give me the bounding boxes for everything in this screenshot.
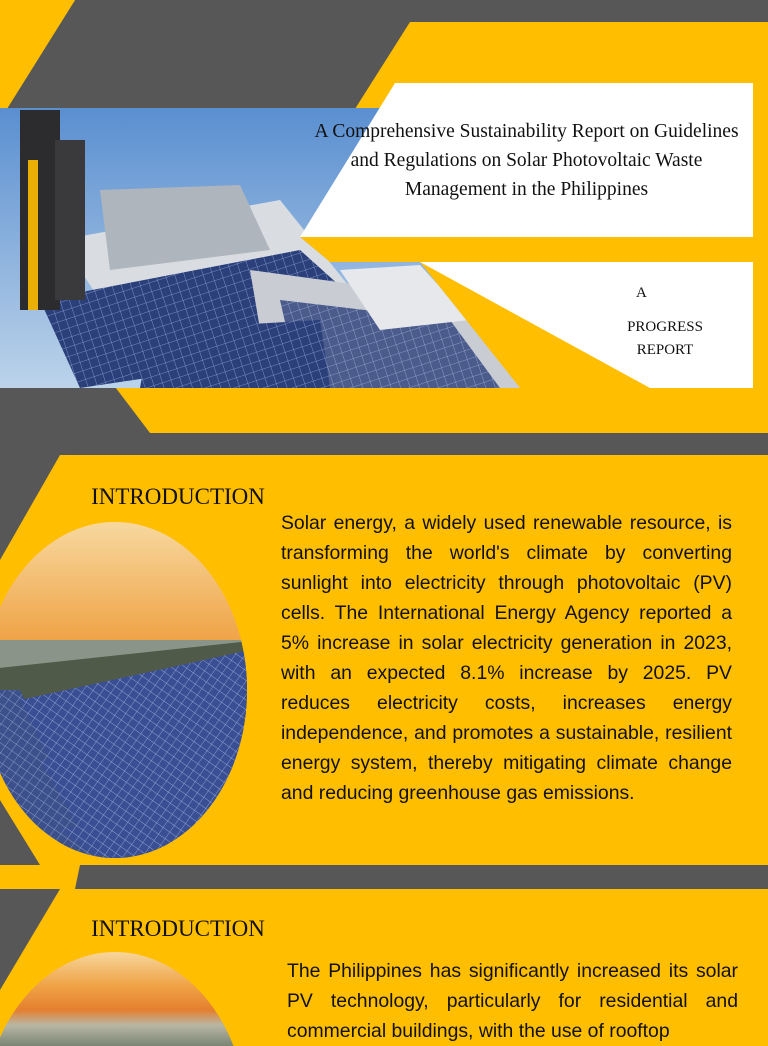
section1-body-wrap [281,508,732,808]
section2-body-wrap [287,956,738,1042]
title-container [300,83,753,237]
section2-body: The Philippines has significantly increased its solar PV technology, particularly for residential and commercial buildings, with the use of rooftop [287,960,738,1042]
section1-body: Solar energy, a widely used renewable resource, is transforming the world's climate by converting sunlight into electricity through photovoltaic (PV) cells. The International Energy Agency reported a 5% increase in solar electricity generation in 2023, with an expected 8.1% increase by 2025. PV reduces electricity costs, increases energy independence, and promotes a sustainable, resilient energy system, thereby mitigating climate change and reducing greenhouse gas emissions. [281,512,732,804]
section1-heading-wrap [83,480,273,513]
progress-report-label: PROGRESS REPORT [627,319,703,358]
report-title: A Comprehensive Sustainability Report on Guidelines and Regulations on Solar Photovoltaic Waste Management in the Philippines [314,120,739,200]
progress-prefix: A [636,285,647,301]
section2-heading: INTRODUCTION [91,916,265,941]
section1-heading: INTRODUCTION [91,484,265,509]
section2-heading-wrap [83,912,273,945]
